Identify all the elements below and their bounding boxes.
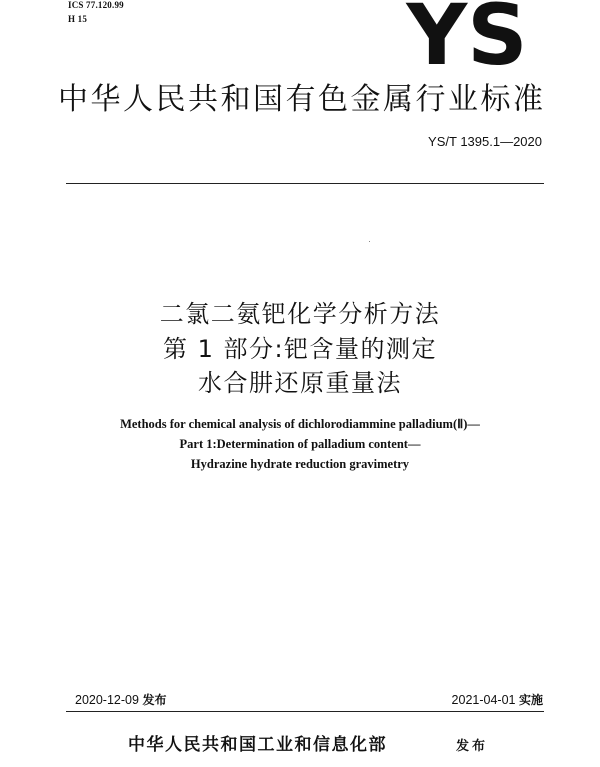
implementation-label: 实施 bbox=[518, 693, 543, 707]
issue-label: 发布 bbox=[142, 693, 167, 707]
ics-code: ICS 77.120.99 bbox=[68, 0, 124, 10]
issue-date: 2020-12-09 bbox=[75, 693, 139, 707]
footer-rule bbox=[66, 711, 544, 712]
publisher: 中华人民共和国工业和信息化部 bbox=[128, 735, 387, 755]
ys-logo bbox=[402, 0, 532, 68]
title-en-line-3: Hydrazine hydrate reduction gravimetry bbox=[190, 457, 410, 471]
title-en-line-1: Methods for chemical analysis of dichlorodiammine palladium(Ⅱ)— bbox=[120, 417, 480, 431]
title-cn-line-1: 二氯二氨钯化学分析方法 bbox=[159, 300, 441, 328]
logo-text: YS bbox=[406, 0, 528, 68]
standard-number: YS/T 1395.1—2020 bbox=[428, 134, 542, 149]
title-cn-line-2: 第 1 部分:钯含量的测定 bbox=[162, 335, 438, 363]
scan-speck bbox=[369, 241, 370, 242]
implementation-date-block bbox=[452, 692, 543, 708]
publish-label: 发布 bbox=[456, 739, 489, 754]
implementation-date: 2021-04-01 bbox=[451, 693, 516, 707]
title-en-line-2: Part 1:Determination of palladium content— bbox=[179, 437, 421, 451]
issue-date-block bbox=[75, 692, 166, 708]
title-cn-line-3: 水合肼还原重量法 bbox=[198, 369, 402, 397]
header-rule bbox=[66, 183, 544, 184]
ccs-code: H 15 bbox=[68, 14, 88, 24]
industry-standard-title: 中华人民共和国有色金属行业标准 bbox=[58, 82, 546, 117]
